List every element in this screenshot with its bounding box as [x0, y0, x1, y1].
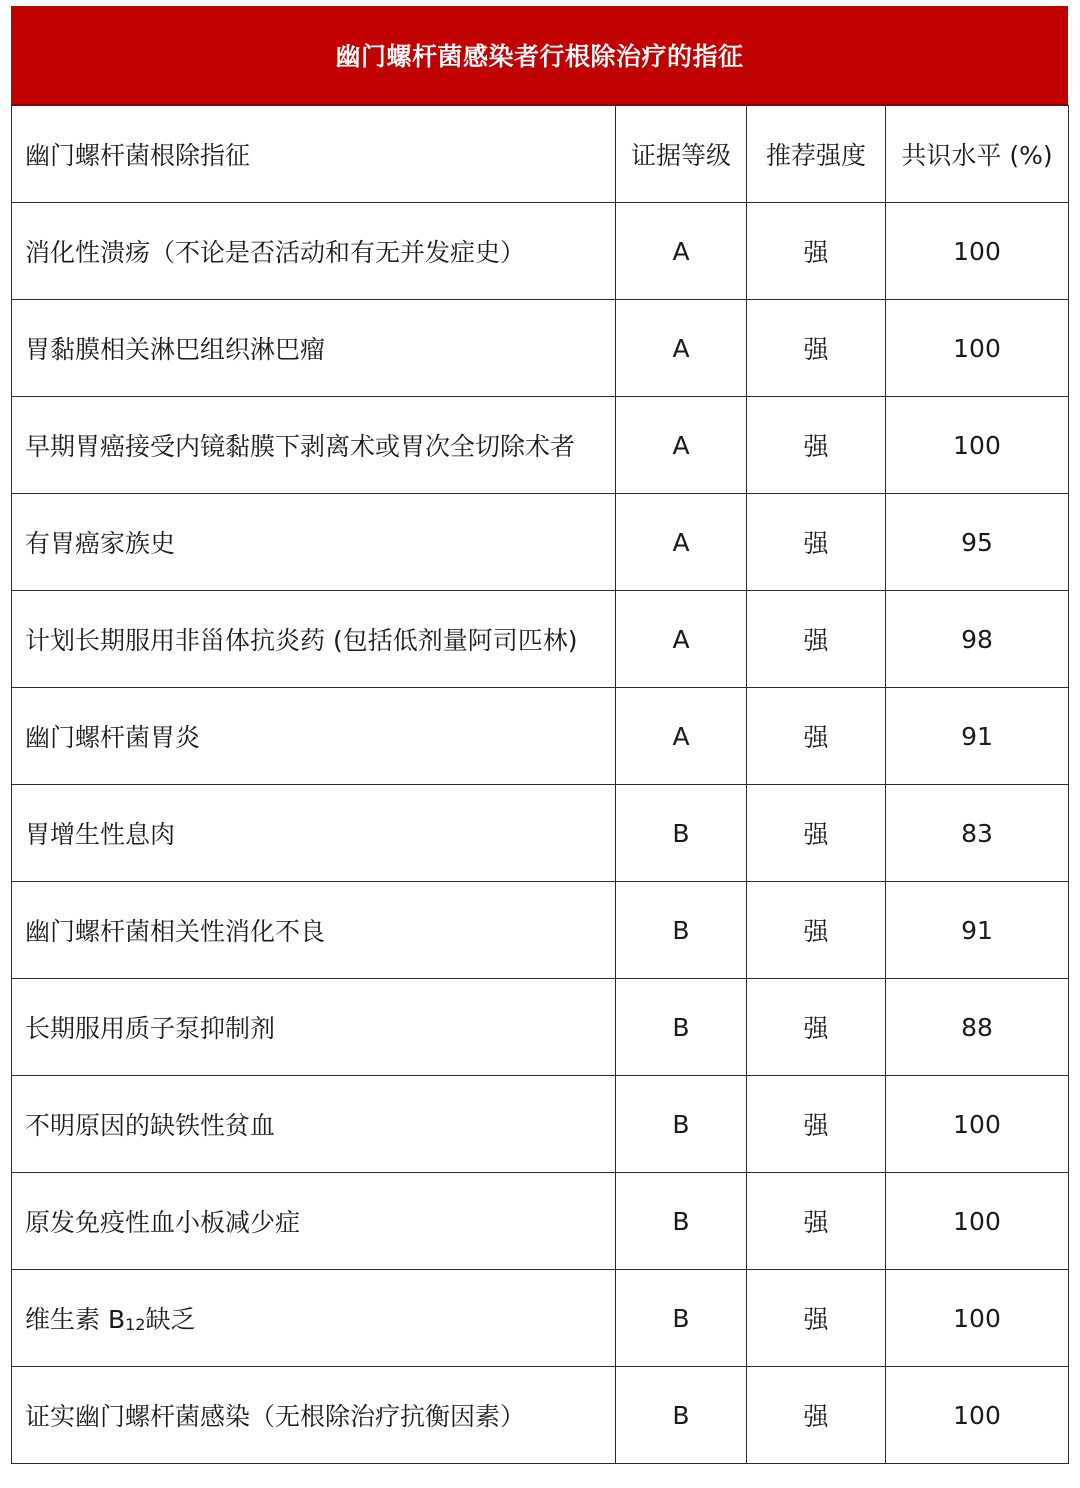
strength-cell: 强: [747, 591, 886, 688]
table-row: [12, 882, 1069, 979]
consensus-cell: 100: [886, 1367, 1069, 1464]
consensus-cell: 100: [886, 397, 1069, 494]
indication-cell: 幽门螺杆菌相关性消化不良: [12, 882, 616, 979]
consensus-cell: 91: [886, 688, 1069, 785]
indication-cell: 胃增生性息肉: [12, 785, 616, 882]
indication-text-suffix: 缺乏: [145, 1305, 196, 1334]
table-row: [12, 494, 1069, 591]
table-row: [12, 203, 1069, 300]
indication-cell: 原发免疫性血小板减少症: [12, 1173, 616, 1270]
strength-cell: 强: [747, 979, 886, 1076]
table-row: [12, 1173, 1069, 1270]
evidence-cell: A: [616, 688, 747, 785]
consensus-cell: 100: [886, 1173, 1069, 1270]
indication-subscript: 12: [125, 1315, 146, 1334]
table-row: [12, 688, 1069, 785]
strength-cell: 强: [747, 785, 886, 882]
consensus-cell: 100: [886, 1076, 1069, 1173]
table-row: [12, 1076, 1069, 1173]
strength-cell: 强: [747, 1173, 886, 1270]
evidence-cell: A: [616, 203, 747, 300]
consensus-cell: 100: [886, 300, 1069, 397]
indication-text-prefix: 维生素 B: [25, 1305, 126, 1334]
indication-cell: [12, 1270, 616, 1367]
consensus-cell: 88: [886, 979, 1069, 1076]
indication-cell: 有胃癌家族史: [12, 494, 616, 591]
evidence-cell: A: [616, 300, 747, 397]
strength-cell: 强: [747, 1270, 886, 1367]
consensus-cell: 98: [886, 591, 1069, 688]
indication-grid: [11, 105, 1069, 1464]
indication-cell: 长期服用质子泵抑制剂: [12, 979, 616, 1076]
strength-cell: 强: [747, 397, 886, 494]
indication-cell: 计划长期服用非甾体抗炎药 (包括低剂量阿司匹林): [12, 591, 616, 688]
indication-cell: 胃黏膜相关淋巴组织淋巴瘤: [12, 300, 616, 397]
table-row: [12, 300, 1069, 397]
indication-cell: 证实幽门螺杆菌感染（无根除治疗抗衡因素）: [12, 1367, 616, 1464]
strength-cell: 强: [747, 300, 886, 397]
header-consensus-level: 共识水平 (%): [886, 106, 1069, 203]
consensus-cell: 100: [886, 1270, 1069, 1367]
strength-cell: 强: [747, 882, 886, 979]
evidence-cell: B: [616, 1270, 747, 1367]
consensus-cell: 91: [886, 882, 1069, 979]
table-row: [12, 1270, 1069, 1367]
table-row: [12, 785, 1069, 882]
consensus-cell: 95: [886, 494, 1069, 591]
evidence-cell: B: [616, 979, 747, 1076]
evidence-cell: B: [616, 785, 747, 882]
strength-cell: 强: [747, 688, 886, 785]
table-title: [11, 6, 1068, 105]
evidence-cell: B: [616, 1173, 747, 1270]
indication-cell: 不明原因的缺铁性贫血: [12, 1076, 616, 1173]
strength-cell: 强: [747, 1076, 886, 1173]
header-evidence-level: 证据等级: [616, 106, 747, 203]
evidence-cell: B: [616, 1367, 747, 1464]
table-row: [12, 1367, 1069, 1464]
evidence-cell: A: [616, 591, 747, 688]
table-row: [12, 979, 1069, 1076]
evidence-cell: B: [616, 882, 747, 979]
indication-cell: 早期胃癌接受内镜黏膜下剥离术或胃次全切除术者: [12, 397, 616, 494]
header-row: [12, 106, 1069, 203]
header-indication: 幽门螺杆菌根除指征: [12, 106, 616, 203]
evidence-cell: A: [616, 494, 747, 591]
header-recommendation-strength: 推荐强度: [747, 106, 886, 203]
indication-table: [11, 6, 1068, 1464]
table-title-text: 幽门螺杆菌感染者行根除治疗的指征: [335, 42, 744, 71]
evidence-cell: B: [616, 1076, 747, 1173]
consensus-cell: 83: [886, 785, 1069, 882]
strength-cell: 强: [747, 203, 886, 300]
strength-cell: 强: [747, 494, 886, 591]
table-row: [12, 397, 1069, 494]
indication-cell: 幽门螺杆菌胃炎: [12, 688, 616, 785]
indication-cell: 消化性溃疡（不论是否活动和有无并发症史）: [12, 203, 616, 300]
table-row: [12, 591, 1069, 688]
evidence-cell: A: [616, 397, 747, 494]
strength-cell: 强: [747, 1367, 886, 1464]
consensus-cell: 100: [886, 203, 1069, 300]
